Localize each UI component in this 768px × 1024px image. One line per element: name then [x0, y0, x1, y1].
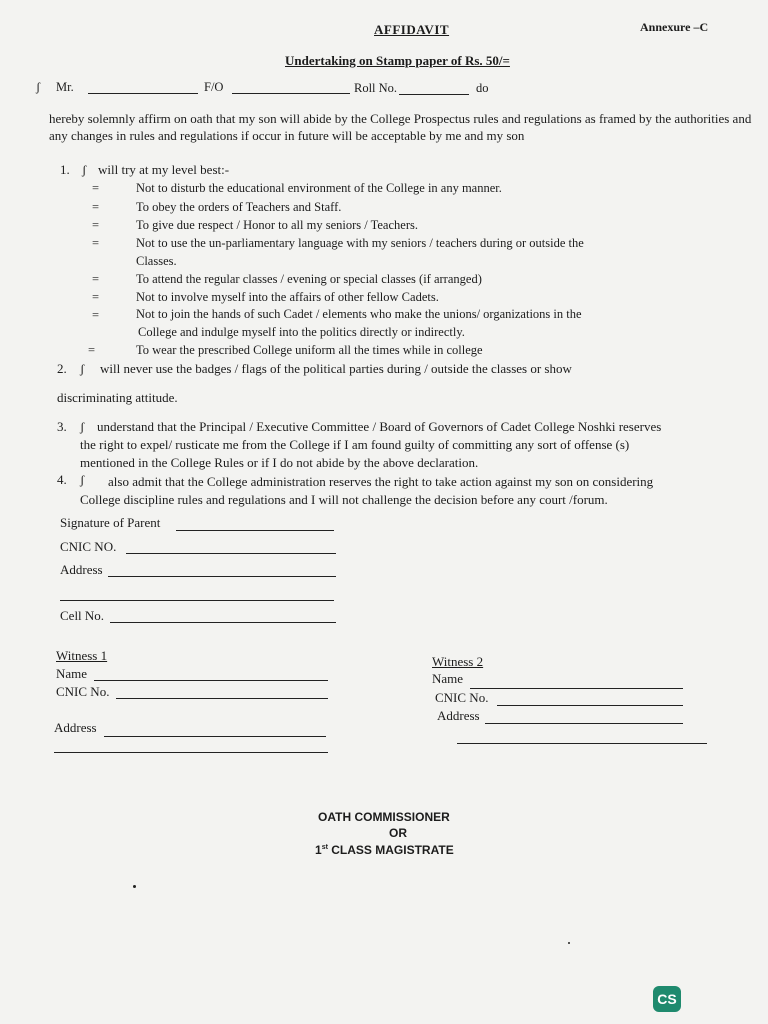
speck [133, 885, 136, 888]
parent-cell-label: Cell No. [60, 608, 105, 623]
witness1-address-field[interactable] [104, 736, 326, 737]
list-item-continuation: Classes. [136, 254, 177, 268]
oath-commissioner-label: OATH COMMISSIONER [318, 810, 450, 824]
speck [568, 942, 570, 944]
point3-line1: understand that the Principal / Executive Committee / Board of Governors of Cadet College Noshki reserves [97, 419, 662, 434]
witness2-title: Witness 2 [432, 654, 484, 669]
witness1-address-field-2[interactable] [54, 752, 328, 753]
point3-line2: the right to expel/ rusticate me from the College if I am found guilty of committing any sort of offense (s) [80, 437, 630, 452]
parent-signature-field[interactable] [176, 530, 334, 531]
witness2-address-field-2[interactable] [457, 743, 707, 744]
page-corner-mark [0, 0, 26, 21]
or-label: OR [389, 826, 407, 840]
mr-blank[interactable] [88, 93, 198, 94]
point3-line3: mentioned in the College Rules or if I do not abide by the above declaration. [80, 455, 479, 470]
list-item: Not to use the un-parliamentary language with my seniors / teachers during or outside the [136, 236, 584, 250]
list-item: Not to involve myself into the affairs of other fellow Cadets. [136, 290, 439, 304]
parent-address-field[interactable] [108, 576, 336, 577]
witness2-cnic-field[interactable] [497, 705, 683, 706]
list-item: To obey the orders of Teachers and Staff. [136, 200, 342, 214]
witness2-cnic-label: CNIC No. [435, 690, 489, 705]
bullet: = [92, 290, 100, 304]
point1-text: will try at my level best:- [98, 162, 230, 177]
point4-line1: also admit that the College administration reserves the right to take action against my son on considering [108, 474, 654, 489]
parent-cell-field[interactable] [110, 622, 336, 623]
parent-address-field-2[interactable] [60, 600, 334, 601]
parent-cnic-field[interactable] [126, 553, 336, 554]
witness1-address-label: Address [54, 720, 97, 735]
witness1-cnic-field[interactable] [116, 698, 328, 699]
mr-label: Mr. [56, 80, 74, 94]
witness1-name-field[interactable] [94, 680, 328, 681]
witness1-name-label: Name [56, 666, 88, 681]
annexure-label: Annexure –C [640, 20, 709, 34]
list-item: To wear the prescribed College uniform all the times while in college [136, 343, 483, 357]
point2-number: 2. [57, 361, 67, 376]
point4-mark: ʃ [80, 472, 85, 487]
point3-mark: ʃ [80, 419, 85, 434]
fo-blank[interactable] [232, 93, 350, 94]
point2-line2: discriminating attitude. [57, 390, 178, 405]
point2-mark: ʃ [80, 361, 85, 376]
point2-line1: will never use the badges / flags of the political parties during / outside the classes or show [100, 361, 572, 376]
bullet: = [92, 308, 100, 322]
parent-cnic-label: CNIC NO. [60, 539, 117, 554]
bullet: = [92, 236, 100, 250]
bullet: = [92, 272, 100, 286]
list-item-continuation: College and indulge myself into the politics directly or indirectly. [138, 325, 465, 339]
magistrate-label: 1st CLASS MAGISTRATE [315, 843, 454, 857]
fo-label: F/O [204, 80, 224, 94]
document-subtitle: Undertaking on Stamp paper of Rs. 50/= [285, 53, 510, 68]
intro-mark: ʃ [36, 80, 41, 94]
roll-label: Roll No. [354, 81, 398, 95]
point4-line2: College discipline rules and regulations and I will not challenge the decision before any court /forum. [80, 492, 608, 507]
list-item: Not to disturb the educational environment of the College in any manner. [136, 181, 502, 195]
parent-signature-label: Signature of Parent [60, 515, 161, 530]
bullet: = [92, 181, 100, 195]
witness1-cnic-label: CNIC No. [56, 684, 110, 699]
witness2-name-field[interactable] [470, 688, 683, 689]
point1-mark: ʃ [82, 162, 87, 177]
point1-number: 1. [60, 162, 70, 177]
witness2-address-field[interactable] [485, 723, 683, 724]
witness2-name-label: Name [432, 671, 464, 686]
witness1-title: Witness 1 [56, 648, 108, 663]
list-item: Not to join the hands of such Cadet / elements who make the unions/ organizations in the [136, 307, 582, 321]
point4-number: 4. [57, 472, 67, 487]
witness2-address-label: Address [437, 708, 480, 723]
parent-address-label: Address [60, 562, 103, 577]
intro-statement: hereby solemnly affirm on oath that my son will abide by the College Prospectus rules and regulations as framed by the authorities and any changes in rules and regulations if occur in future will be acceptable by me and my son [49, 111, 752, 143]
bullet: = [92, 218, 100, 232]
list-item: To give due respect / Honor to all my seniors / Teachers. [136, 218, 418, 232]
list-item: To attend the regular classes / evening or special classes (if arranged) [136, 272, 482, 286]
roll-blank[interactable] [399, 94, 469, 95]
camscanner-logo: CS [653, 986, 681, 1012]
point3-number: 3. [57, 419, 67, 434]
do-label: do [476, 81, 489, 95]
bullet: = [92, 200, 100, 214]
document-title: AFFIDAVIT [374, 22, 450, 37]
bullet: = [88, 343, 96, 357]
